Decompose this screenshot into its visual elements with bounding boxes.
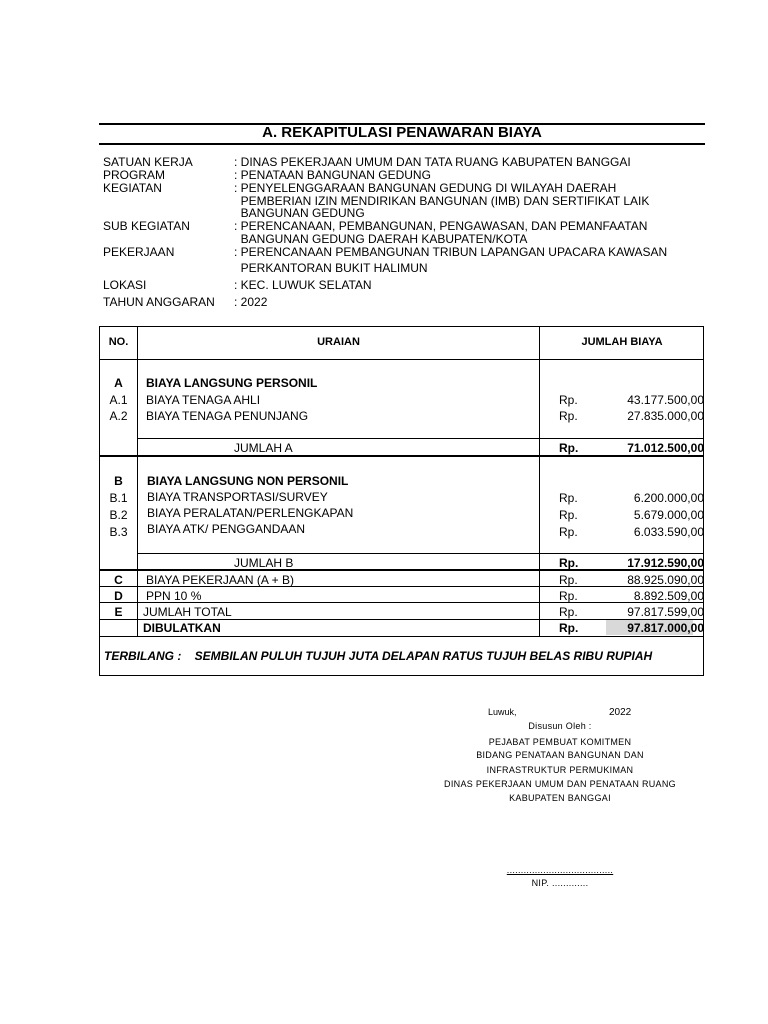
- sub-kegiatan-label: SUB KEGIATAN: [103, 219, 190, 233]
- signature-line-6: KABUPATEN BANGGAI: [509, 793, 611, 803]
- header-no: NO.: [108, 336, 129, 348]
- row-b3-amount: 6.033.590,00: [633, 525, 704, 539]
- row-b2-amount: 5.679.000,00: [633, 508, 704, 522]
- row-d-label: PPN 10 %: [146, 589, 202, 603]
- row-a2-label: BIAYA TENAGA PENUNJANG: [146, 409, 309, 423]
- row-e-amount: 97.817.599,00: [627, 605, 704, 619]
- jumlah-b-top-rule: [137, 553, 704, 554]
- dibulatkan-currency: Rp.: [559, 621, 579, 635]
- sub-kegiatan-value-2: BANGUNAN GEDUNG DAERAH KABUPATEN/KOTA: [234, 232, 528, 246]
- row-a2-currency: Rp.: [559, 409, 578, 423]
- row-b3-code: B.3: [109, 525, 128, 539]
- row-a2-amount: 27.835.000,00: [627, 409, 704, 423]
- jumlah-b-currency: Rp.: [559, 556, 579, 570]
- row-d-amount: 8.892.509,00: [633, 589, 704, 603]
- row-e-currency: Rp.: [559, 605, 578, 619]
- section-a-title: BIAYA LANGSUNG PERSONIL: [146, 376, 318, 390]
- kegiatan-value-2: PEMBERIAN IZIN MENDIRIKAN BANGUNAN (IMB) DAN SERTIFIKAT LAIK: [234, 194, 650, 208]
- signature-nip: NIP. .............: [531, 878, 589, 888]
- section-a-bottom-rule: [99, 455, 704, 457]
- signature-place: Luwuk,: [488, 707, 517, 717]
- row-b2-currency: Rp.: [559, 508, 578, 522]
- sub-kegiatan-value-1: : PERENCANAAN, PEMBANGUNAN, PENGAWASAN, DAN PEMANFAATAN: [234, 219, 648, 233]
- signature-line-4: INFRASTRUKTUR PERMUKIMAN: [486, 765, 634, 775]
- signature-year: 2022: [609, 707, 632, 718]
- tahun-anggaran-value: : 2022: [234, 295, 268, 309]
- signature-name-line: ......................................: [506, 865, 614, 875]
- row-c-code: C: [114, 573, 123, 587]
- signature-line-1: Disusun Oleh :: [528, 721, 592, 731]
- header-uraian: URAIAN: [317, 336, 360, 348]
- satuan-kerja-label: SATUAN KERJA: [103, 155, 193, 169]
- row-a1-currency: Rp.: [559, 393, 578, 407]
- page-title: A. REKAPITULASI PENAWARAN BIAYA: [262, 124, 542, 141]
- section-a-code: A: [114, 376, 123, 390]
- jumlah-a-currency: Rp.: [559, 441, 579, 455]
- terbilang-text: TERBILANG : SEMBILAN PULUH TUJUH JUTA DELAPAN RATUS TUJUH BELAS RIBU RUPIAH: [104, 649, 653, 663]
- row-b2-label: BIAYA PERALATAN/PERLENGKAPAN: [147, 506, 354, 520]
- dibulatkan-label: DIBULATKAN: [143, 621, 221, 635]
- jumlah-a-amount: 71.012.500,00: [627, 441, 704, 455]
- satuan-kerja-value: : DINAS PEKERJAAN UMUM DAN TATA RUANG KABUPATEN BANGGAI: [234, 155, 631, 169]
- lokasi-label: LOKASI: [103, 278, 147, 292]
- row-e-label: JUMLAH TOTAL: [143, 605, 232, 619]
- row-b1-currency: Rp.: [559, 491, 578, 505]
- pekerjaan-value-1: : PERENCANAAN PEMBANGUNAN TRIBUN LAPANGAN UPACARA KAWASAN: [234, 245, 668, 259]
- tahun-anggaran-label: TAHUN ANGGARAN: [103, 295, 215, 309]
- row-c-amount: 88.925.090,00: [627, 573, 704, 587]
- row-b2-code: B.2: [109, 508, 128, 522]
- row-c-label: BIAYA PEKERJAAN (A + B): [146, 573, 294, 587]
- jumlah-b-amount: 17.912.590,00: [627, 556, 704, 570]
- header-jumlah-biaya: JUMLAH BIAYA: [581, 336, 663, 348]
- kegiatan-label: KEGIATAN: [103, 181, 162, 195]
- row-c-currency: Rp.: [559, 573, 578, 587]
- row-a1-label: BIAYA TENAGA AHLI: [146, 393, 261, 407]
- kegiatan-value-3: BANGUNAN GEDUNG: [234, 206, 365, 220]
- kegiatan-value-1: : PENYELENGGARAAN BANGUNAN GEDUNG DI WILAYAH DAERAH: [234, 181, 617, 195]
- row-b3-label: BIAYA ATK/ PENGGANDAAN: [147, 522, 306, 536]
- section-b-bottom-rule: [99, 569, 704, 571]
- row-b1-label: BIAYA TRANSPORTASI/SURVEY: [147, 490, 328, 504]
- section-b-code: B: [114, 474, 123, 488]
- program-label: PROGRAM: [103, 168, 166, 182]
- header-rule: [99, 359, 704, 360]
- col-divider-amount: [539, 326, 540, 636]
- jumlah-a-top-rule: [137, 438, 704, 439]
- col-divider-no: [137, 326, 138, 636]
- row-e-code: E: [114, 605, 123, 619]
- dibulatkan-amount: 97.817.000,00: [627, 621, 704, 635]
- row-b3-currency: Rp.: [559, 525, 578, 539]
- title-bottom-rule: [99, 143, 705, 145]
- signature-line-5: DINAS PEKERJAAN UMUM DAN PENATAAN RUANG: [444, 779, 676, 789]
- jumlah-a-label: JUMLAH A: [234, 441, 293, 455]
- row-a1-amount: 43.177.500,00: [627, 393, 704, 407]
- row-b1-amount: 6.200.000,00: [633, 491, 704, 505]
- row-d-currency: Rp.: [559, 589, 578, 603]
- pekerjaan-label: PEKERJAAN: [103, 245, 175, 259]
- row-a1-code: A.1: [109, 393, 128, 407]
- row-d-code: D: [114, 589, 123, 603]
- program-value: : PENATAAN BANGUNAN GEDUNG: [234, 168, 431, 182]
- row-b1-code: B.1: [109, 491, 128, 505]
- dibulatkan-rule: [99, 636, 704, 637]
- signature-line-3: BIDANG PENATAAN BANGUNAN DAN: [476, 750, 644, 760]
- pekerjaan-value-2: PERKANTORAN BUKIT HALIMUN: [234, 261, 428, 275]
- row-a2-code: A.2: [109, 409, 128, 423]
- signature-line-2: PEJABAT PEMBUAT KOMITMEN: [488, 737, 632, 747]
- section-b-title: BIAYA LANGSUNG NON PERSONIL: [147, 474, 349, 488]
- lokasi-value: : KEC. LUWUK SELATAN: [234, 278, 372, 292]
- jumlah-b-label: JUMLAH B: [234, 556, 294, 570]
